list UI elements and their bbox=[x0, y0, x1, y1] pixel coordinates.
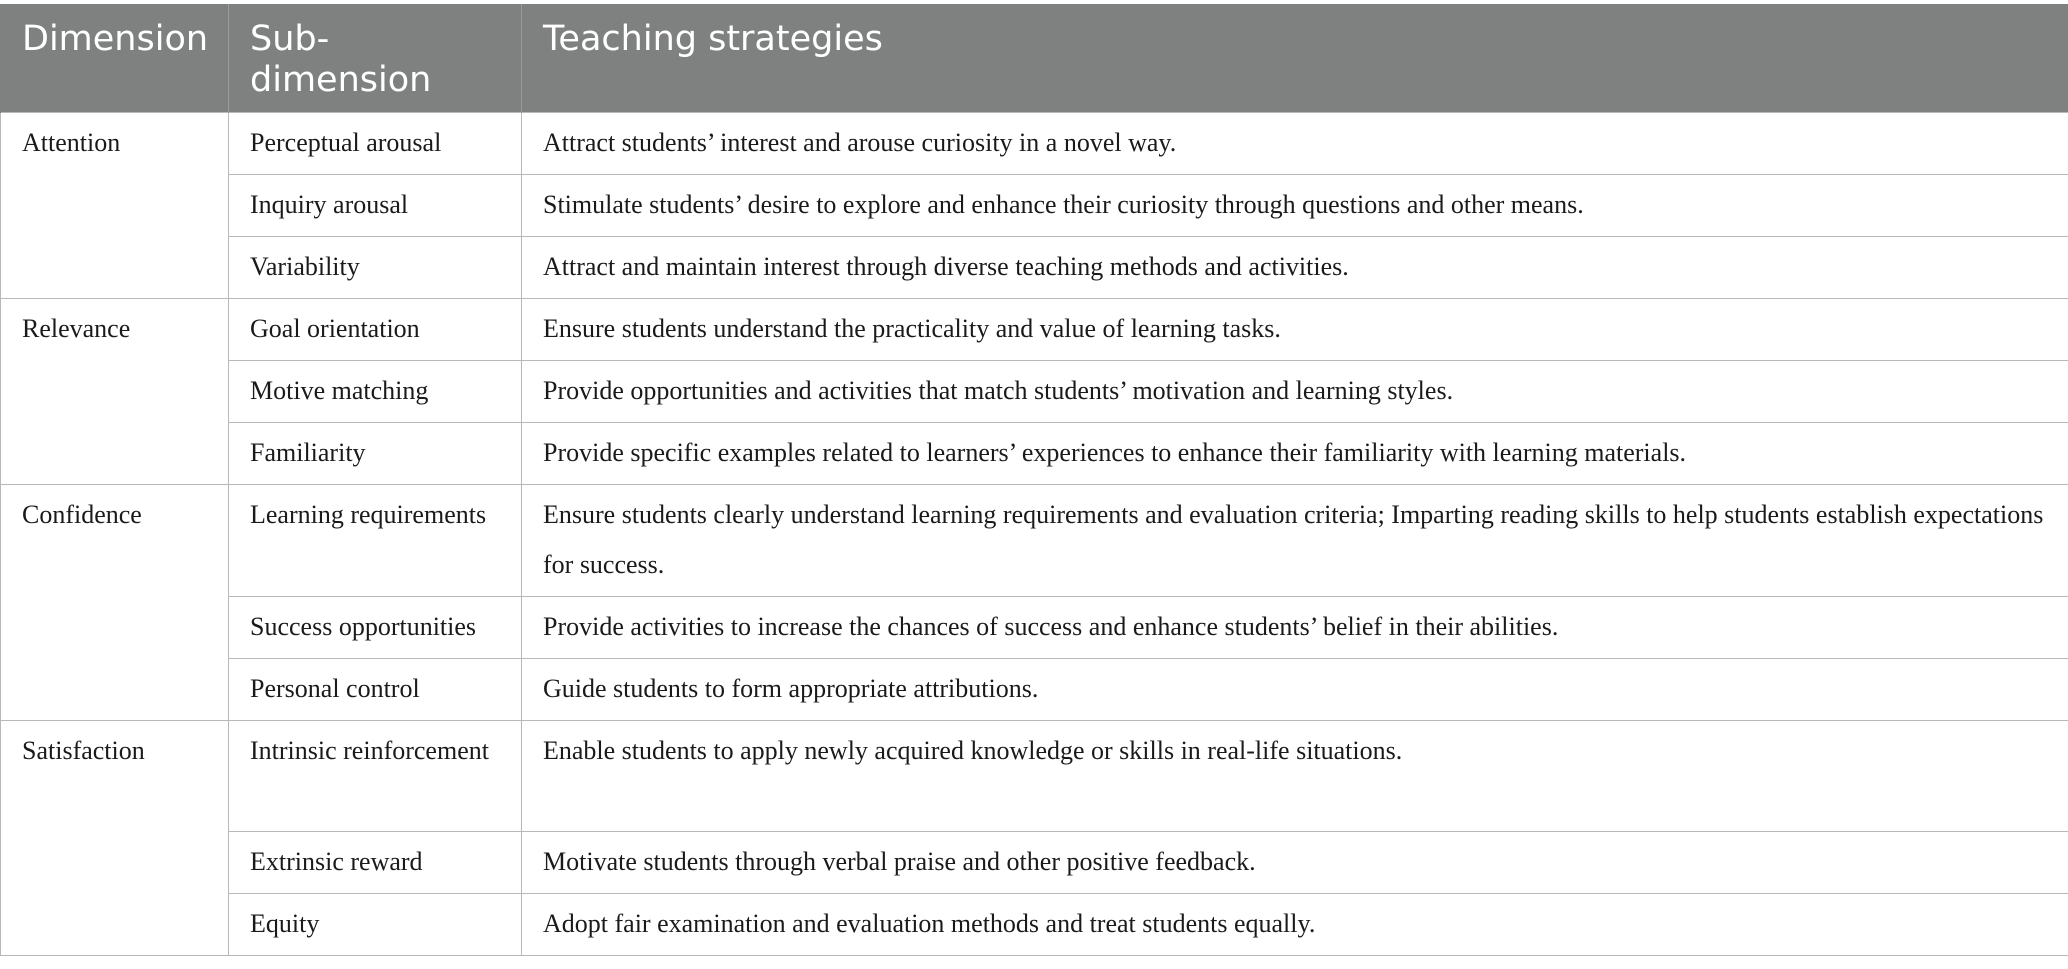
strategy-cell: Attract and maintain interest through diverse teaching methods and activities. bbox=[522, 237, 2068, 299]
strategies-table-container bbox=[0, 4, 2068, 956]
dimension-cell-satisfaction: Satisfaction bbox=[1, 721, 229, 956]
strategy-cell: Ensure students understand the practicality and value of learning tasks. bbox=[522, 299, 2068, 361]
table-row bbox=[1, 423, 2068, 485]
strategy-cell: Enable students to apply newly acquired knowledge or skills in real-life situations. bbox=[522, 721, 2068, 832]
table-row bbox=[1, 721, 2068, 832]
table-row bbox=[1, 832, 2068, 894]
strategy-cell: Guide students to form appropriate attributions. bbox=[522, 659, 2068, 721]
strategy-cell: Ensure students clearly understand learning requirements and evaluation criteria; Imparting reading skills to help students establish expectations for success. bbox=[522, 485, 2068, 597]
table-row bbox=[1, 237, 2068, 299]
strategy-cell: Provide opportunities and activities that match students’ motivation and learning styles. bbox=[522, 361, 2068, 423]
dimension-cell-relevance: Relevance bbox=[1, 299, 229, 485]
header-sub-dimension: Sub- dimension bbox=[229, 4, 522, 113]
strategy-cell: Attract students’ interest and arouse curiosity in a novel way. bbox=[522, 113, 2068, 175]
table-row bbox=[1, 894, 2068, 956]
sub-dimension-cell: Intrinsic reinforcement bbox=[229, 721, 522, 832]
sub-dimension-cell: Personal control bbox=[229, 659, 522, 721]
sub-dimension-cell: Familiarity bbox=[229, 423, 522, 485]
table-row bbox=[1, 175, 2068, 237]
dimension-cell-attention: Attention bbox=[1, 113, 229, 299]
sub-dimension-cell: Perceptual arousal bbox=[229, 113, 522, 175]
dimension-cell-confidence: Confidence bbox=[1, 485, 229, 721]
table-row bbox=[1, 113, 2068, 175]
table-row bbox=[1, 659, 2068, 721]
sub-dimension-cell: Motive matching bbox=[229, 361, 522, 423]
sub-dimension-cell: Equity bbox=[229, 894, 522, 956]
strategy-cell: Provide specific examples related to learners’ experiences to enhance their familiarity with learning materials. bbox=[522, 423, 2068, 485]
strategy-cell: Stimulate students’ desire to explore and enhance their curiosity through questions and other means. bbox=[522, 175, 2068, 237]
sub-dimension-cell: Success opportunities bbox=[229, 597, 522, 659]
arcs-strategies-table bbox=[0, 4, 2068, 956]
sub-dimension-cell: Variability bbox=[229, 237, 522, 299]
table-row bbox=[1, 597, 2068, 659]
table-row bbox=[1, 361, 2068, 423]
strategy-cell: Motivate students through verbal praise and other positive feedback. bbox=[522, 832, 2068, 894]
table-row bbox=[1, 299, 2068, 361]
table-row bbox=[1, 485, 2068, 597]
sub-dimension-cell: Learning requirements bbox=[229, 485, 522, 597]
header-row bbox=[1, 4, 2068, 113]
sub-dimension-cell: Extrinsic reward bbox=[229, 832, 522, 894]
header-dimension: Dimension bbox=[1, 4, 229, 113]
strategy-cell: Provide activities to increase the chances of success and enhance students’ belief in their abilities. bbox=[522, 597, 2068, 659]
header-teaching-strategies: Teaching strategies bbox=[522, 4, 2068, 113]
sub-dimension-cell: Inquiry arousal bbox=[229, 175, 522, 237]
strategy-cell: Adopt fair examination and evaluation methods and treat students equally. bbox=[522, 894, 2068, 956]
sub-dimension-cell: Goal orientation bbox=[229, 299, 522, 361]
